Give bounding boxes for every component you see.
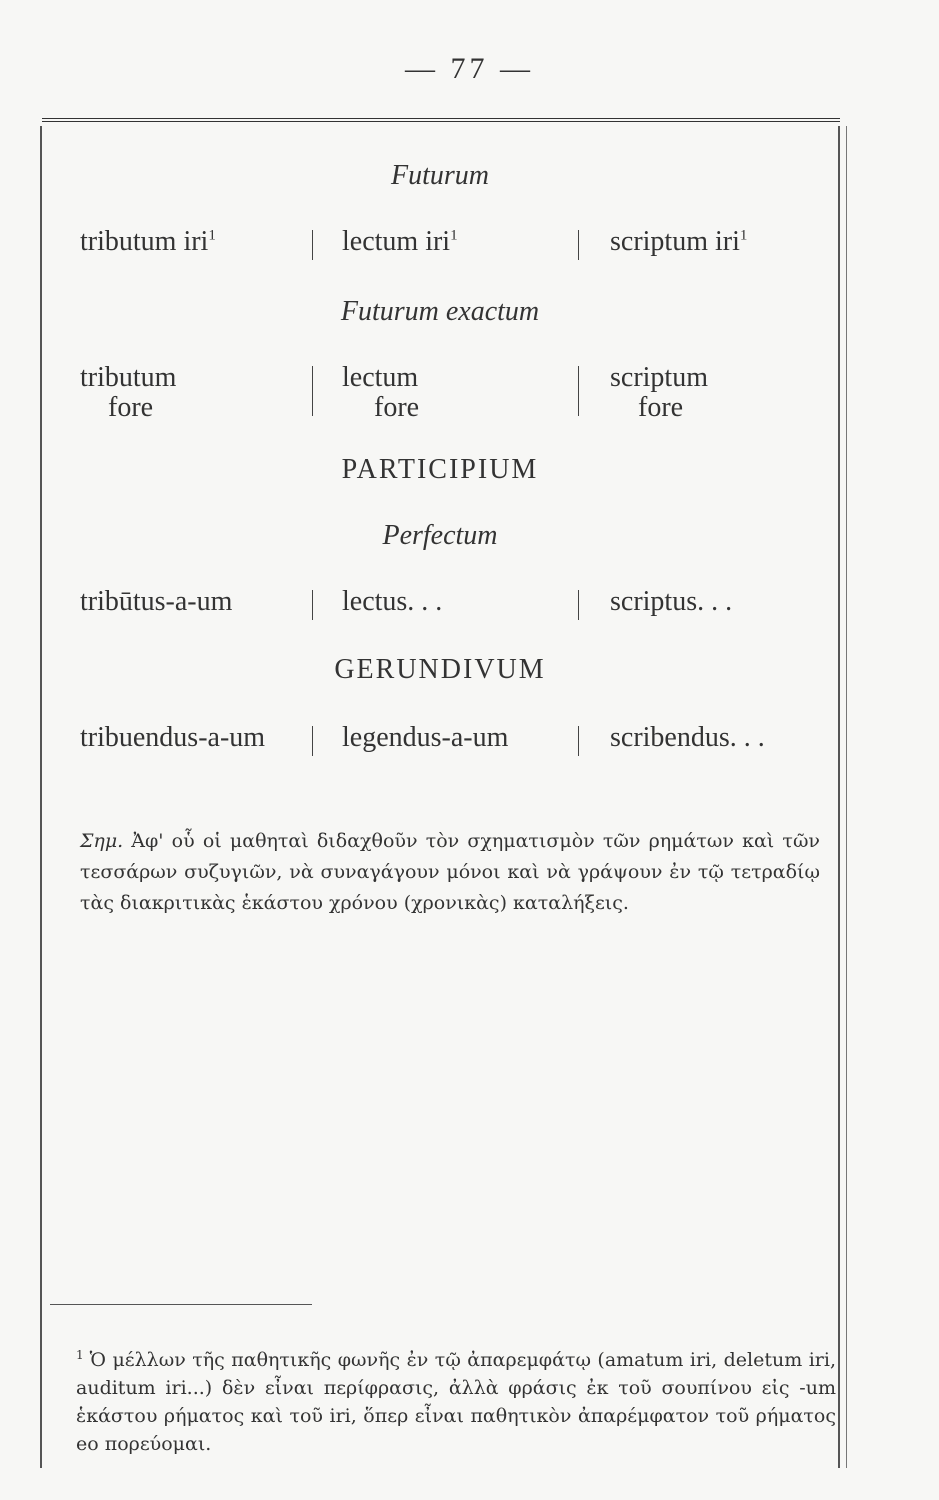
separator <box>312 230 313 260</box>
note-text: Ἀφ' οὗ οἱ μαθηταὶ διδαχθοῦν τὸν σχηματισμὸν τῶν ρημάτων καὶ τῶν τεσσάρων συζυγιῶν, νὰ συναγάγουν μόνοι καὶ νὰ γράψουν ἐν τῷ τετραδίῳ τὰς διακριτικὰς ἑκάστου χρόνου (χρονικὰς) καταλήξεις. <box>80 830 820 914</box>
footnote-ref-1: 1 <box>208 227 216 244</box>
footnote-rule <box>50 1304 312 1305</box>
separator <box>312 366 313 416</box>
separator <box>312 726 313 756</box>
futurum-col3 <box>610 226 747 258</box>
heading-futurum: Futurum <box>391 160 489 191</box>
participium-col1: tribūtus-a-um <box>80 586 233 617</box>
separator <box>578 726 579 756</box>
note-label: Σημ. <box>80 830 124 852</box>
footnote-ref-2: 1 <box>450 227 458 244</box>
top-double-rule <box>42 118 840 122</box>
futurum-exactum-col3-line1: scriptum <box>610 362 708 393</box>
participium-col3: scriptus. . . <box>610 586 733 617</box>
note-paragraph <box>80 826 820 919</box>
gerundivum-col2: legendus-a-um <box>342 722 509 753</box>
heading-gerundivum: GERUNDIVUM <box>334 654 546 685</box>
gerundivum-col1: tribuendus-a-um <box>80 722 266 753</box>
heading-futurum-exactum: Futurum exactum <box>340 296 540 327</box>
page-number: — 77 — <box>405 52 534 85</box>
futurum-exactum-col3-line2: fore <box>638 392 684 423</box>
footnote <box>76 1346 836 1458</box>
heading-perfectum: Perfectum <box>382 520 498 551</box>
futurum-col2-text: lectum iri <box>342 226 451 257</box>
futurum-col2 <box>342 226 458 258</box>
futurum-exactum-col1-line2: fore <box>108 392 154 423</box>
futurum-exactum-col1-line1: tributum <box>80 362 177 393</box>
separator <box>312 590 313 620</box>
futurum-col1 <box>80 226 216 258</box>
gerundivum-col3: scribendus. . . <box>610 722 765 753</box>
futurum-col3-text: scriptum iri <box>610 226 740 257</box>
footnote-ref-3: 1 <box>739 227 748 244</box>
separator <box>578 230 579 260</box>
futurum-col1-text: tributum iri <box>80 226 209 257</box>
futurum-exactum-col2-line1: lectum <box>342 362 419 393</box>
participium-col2: lectus. . . <box>342 586 443 617</box>
footnote-mark: 1 <box>76 1347 84 1362</box>
separator <box>578 366 579 416</box>
separator <box>578 590 579 620</box>
heading-participium: PARTICIPIUM <box>341 454 539 485</box>
futurum-exactum-col2-line2: fore <box>374 392 420 423</box>
footnote-text: Ὁ μέλλων τῆς παθητικῆς φωνῆς ἐν τῷ ἀπαρεμφάτῳ (amatum iri, deletum iri, auditum iri...) δὲν εἶναι περίφρασις, ἀλλὰ φράσις ἐκ τοῦ σουπίνου εἰς -um ἑκάστου ρήματος καὶ τοῦ iri, ὅπερ εἶναι παθητικὸν ἀπαρέμφατον τοῦ ρήματος eo πορεύομαι. <box>76 1349 836 1455</box>
